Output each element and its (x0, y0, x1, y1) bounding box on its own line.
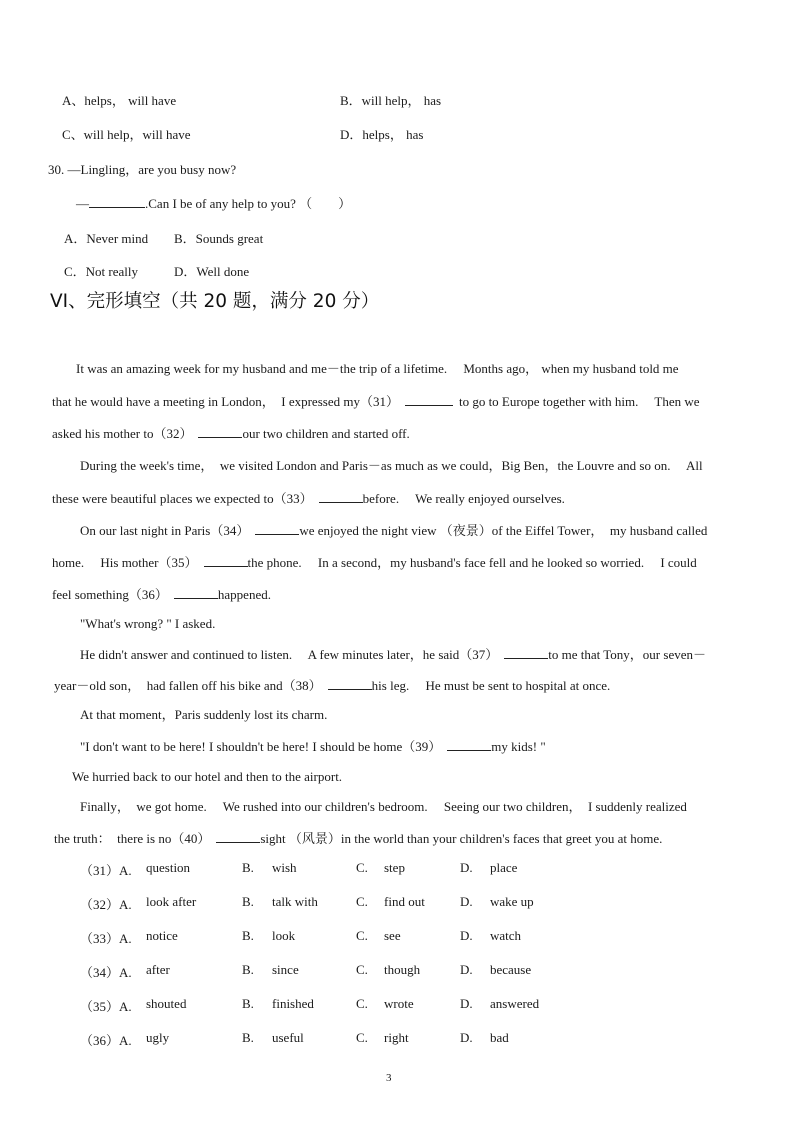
option-c-letter: C. (356, 1030, 368, 1045)
passage-text: feel something（36） (52, 587, 168, 602)
q29-option-a: A、helps， will have (62, 93, 177, 108)
option-b[interactable]: look (272, 928, 296, 943)
option-b[interactable]: finished (272, 996, 314, 1011)
passage-line: It was an amazing week for my husband and me－the trip of a lifetime. Months ago， when my husband told me (76, 361, 679, 376)
passage-text: On our last night in Paris（34） (80, 523, 250, 538)
option-c-letter: C. (356, 996, 368, 1011)
blank-33[interactable] (319, 490, 363, 503)
passage-text: asked his mother to（32） (52, 426, 193, 441)
option-c[interactable]: right (384, 1030, 409, 1045)
option-number: （33）A. (80, 931, 132, 946)
option-a[interactable]: notice (146, 928, 178, 943)
blank-36[interactable] (174, 586, 218, 599)
blank-35[interactable] (204, 554, 248, 567)
passage-line (80, 738, 546, 754)
option-a[interactable]: question (146, 860, 191, 875)
option-c[interactable]: step (384, 860, 405, 875)
option-number: （35）A. (80, 999, 132, 1014)
passage-text: sight （风景）in the world than your children's faces that greet you at home. (260, 831, 663, 846)
option-c[interactable]: see (384, 928, 401, 943)
passage-text: we enjoyed the night view （夜景）of the Eiffel Tower， my husband called (299, 523, 708, 538)
option-d-letter: D. (460, 1030, 473, 1045)
option-a[interactable]: look after (146, 894, 197, 909)
q30-reply (76, 193, 351, 212)
option-d-letter: D. (460, 860, 473, 875)
option-a[interactable]: after (146, 962, 170, 977)
passage-line (52, 393, 700, 409)
option-d[interactable]: because (490, 962, 532, 977)
passage-text: that he would have a meeting in London， I expressed my（31） (52, 394, 399, 409)
option-a[interactable]: ugly (146, 1030, 170, 1045)
q30-reply-suffix: .Can I be of any help to you? （ ） (145, 196, 352, 211)
option-c[interactable]: find out (384, 894, 425, 909)
option-d-letter: D. (460, 894, 473, 909)
passage-text: the phone. In a second，my husband's face fell and he looked so worried. I could (247, 555, 697, 570)
option-b-letter: B. (242, 996, 254, 1011)
passage-text: these were beautiful places we expected to（33） (52, 491, 313, 506)
q30-option-d: D．Well done (174, 264, 250, 279)
option-b[interactable]: wish (272, 860, 297, 875)
option-number: （32）A. (80, 897, 132, 912)
option-b-letter: B. (242, 962, 254, 977)
q30-blank[interactable] (89, 195, 145, 208)
passage-text: He didn't answer and continued to listen. A few minutes later，he said（37） (80, 647, 499, 662)
passage-line (52, 586, 271, 602)
q29-option-d: D．helps， has (340, 127, 424, 142)
option-c-letter: C. (356, 894, 368, 909)
option-c-letter: C. (356, 962, 368, 977)
option-number: （31）A. (80, 863, 132, 878)
blank-32[interactable] (198, 425, 242, 438)
option-number: （34）A. (80, 965, 132, 980)
passage-text: to go to Europe together with him. Then we (458, 394, 700, 409)
option-d[interactable]: wake up (490, 894, 534, 909)
option-b-letter: B. (242, 894, 254, 909)
option-c[interactable]: wrote (384, 996, 414, 1011)
option-b[interactable]: since (272, 962, 299, 977)
option-d[interactable]: place (490, 860, 518, 875)
q30-reply-prefix: — (76, 196, 89, 211)
passage-text: our two children and started off. (242, 426, 410, 441)
passage-text: my kids! " (491, 739, 546, 754)
q30-option-c: C．Not really (64, 264, 139, 279)
passage-text: to me that Tony，our seven－ (548, 647, 706, 662)
option-b[interactable]: useful (272, 1030, 304, 1045)
passage-text: before. We really enjoyed ourselves. (362, 491, 565, 506)
passage-line (52, 554, 697, 570)
option-c[interactable]: though (384, 962, 421, 977)
q29-option-c: C、will help，will have (62, 127, 191, 142)
option-d-letter: D. (460, 928, 473, 943)
option-b-letter: B. (242, 860, 254, 875)
page-number: 3 (386, 1072, 392, 1084)
passage-text: home. His mother（35） (52, 555, 198, 570)
q30-stem: 30. —Lingling，are you busy now? (48, 162, 237, 177)
option-d[interactable]: watch (490, 928, 522, 943)
passage-line (54, 677, 610, 693)
q30-option-b: B．Sounds great (174, 231, 264, 246)
passage-line: During the week's time， we visited London and Paris－as much as we could，Big Ben，the Louvre and so on. All (80, 458, 703, 473)
option-c-letter: C. (356, 860, 368, 875)
passage-line: "What's wrong? " I asked. (80, 616, 216, 631)
passage-line (80, 646, 706, 662)
q29-option-b: B．will help， has (340, 93, 442, 108)
option-b-letter: B. (242, 928, 254, 943)
passage-line (80, 522, 707, 538)
option-c-letter: C. (356, 928, 368, 943)
passage-line (54, 830, 662, 846)
option-d[interactable]: bad (490, 1030, 509, 1045)
option-b[interactable]: talk with (272, 894, 318, 909)
blank-37[interactable] (504, 646, 548, 659)
passage-line (52, 425, 410, 441)
passage-text: "I don't want to be here! I shouldn't be here! I should be home（39） (80, 739, 442, 754)
q30-option-a: A．Never mind (64, 231, 149, 246)
passage-text: his leg. He must be sent to hospital at once. (371, 678, 611, 693)
passage-text: the truth： there is no（40） (54, 831, 211, 846)
option-d[interactable]: answered (490, 996, 540, 1011)
option-d-letter: D. (460, 996, 473, 1011)
passage-text: happened. (217, 587, 271, 602)
passage-line: Finally， we got home. We rushed into our children's bedroom. Seeing our two children， I suddenly realized (80, 799, 687, 814)
blank-38[interactable] (328, 677, 372, 690)
blank-31[interactable] (405, 393, 453, 406)
section-title: VI、完形填空（共 20 题，满分 20 分） (50, 291, 380, 312)
option-a[interactable]: shouted (146, 996, 187, 1011)
option-b-letter: B. (242, 1030, 254, 1045)
option-number: （36）A. (80, 1033, 132, 1048)
passage-line (52, 490, 565, 506)
blank-39[interactable] (447, 738, 491, 751)
blank-40[interactable] (216, 830, 260, 843)
passage-line: At that moment，Paris suddenly lost its charm. (80, 707, 328, 722)
passage-line: We hurried back to our hotel and then to the airport. (72, 769, 343, 784)
passage-text: year－old son， had fallen off his bike and（38） (54, 678, 322, 693)
option-d-letter: D. (460, 962, 473, 977)
blank-34[interactable] (255, 522, 299, 535)
